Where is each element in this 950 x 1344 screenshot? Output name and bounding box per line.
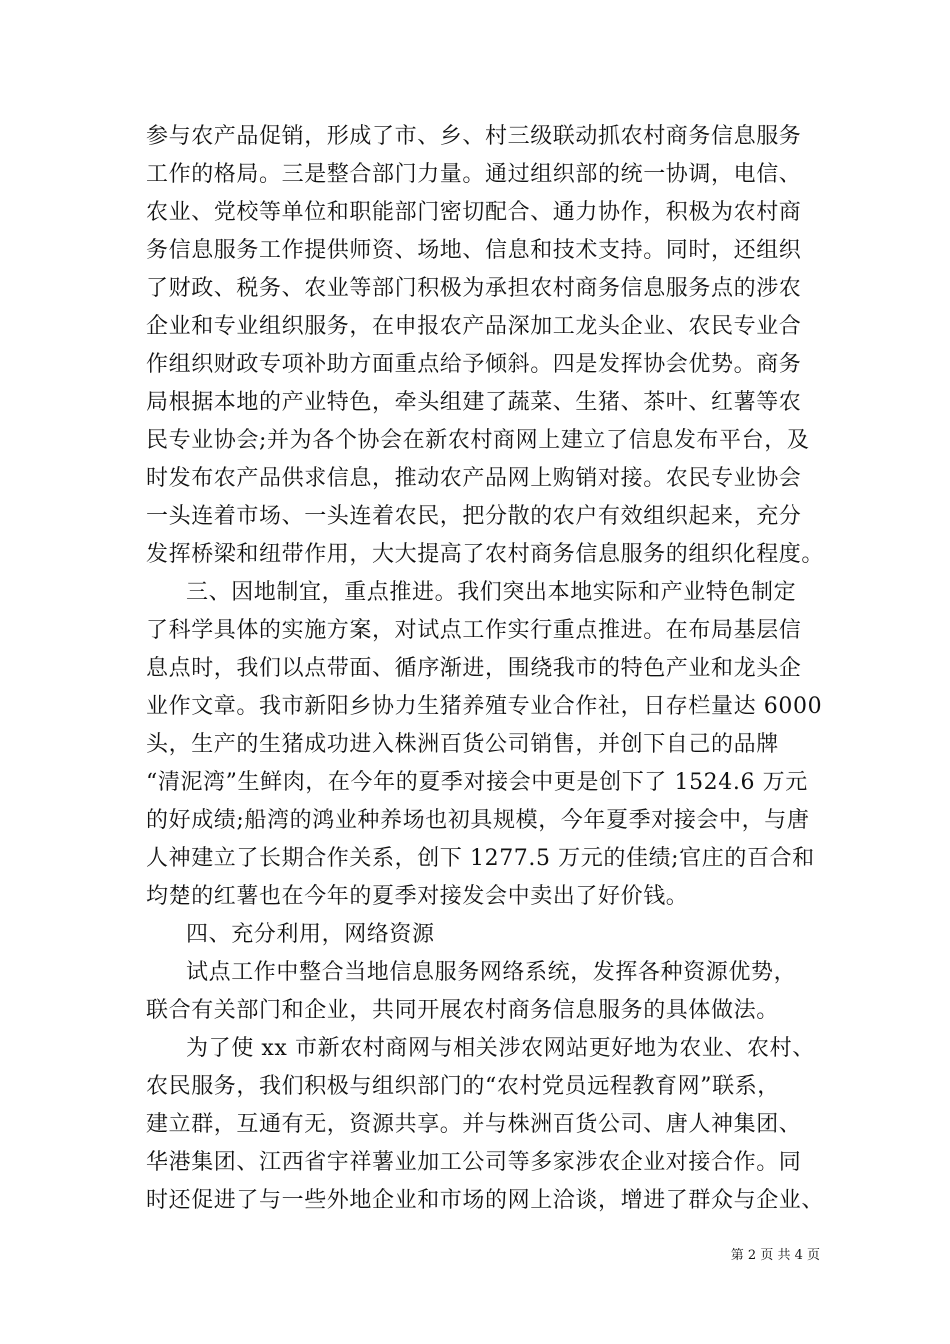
text-line: 作组织财政专项补助方面重点给予倾斜。四是发挥协会优势。商务 xyxy=(146,352,802,377)
text-line: 了科学具体的实施方案，对试点工作实行重点推进。在布局基层信 xyxy=(146,618,802,643)
paragraph xyxy=(146,574,823,916)
text-line: 参与农产品促销，形成了市、乡、村三级联动抓农村商务信息服务 xyxy=(146,124,802,149)
paragraph xyxy=(146,1030,825,1220)
paragraph xyxy=(146,118,825,574)
text-line: 时发布农产品供求信息，推动农产品网上购销对接。农民专业协会 xyxy=(146,466,802,491)
text-line: 建立群，互通有无，资源共享。并与株洲百货公司、唐人神集团、 xyxy=(146,1112,802,1137)
text-line: 息点时，我们以点带面、循序渐进，围绕我市的特色产业和龙头企 xyxy=(146,656,802,681)
text-line: 业作文章。我市新阳乡协力生猪养殖专业合作社，日存栏量达 6000 xyxy=(146,694,823,719)
text-line: 农业、党校等单位和职能部门密切配合、通力协作，积极为农村商 xyxy=(146,200,802,225)
text-line: 工作的格局。三是整合部门力量。通过组织部的统一协调，电信、 xyxy=(146,162,802,187)
text-line: 农民服务，我们积极与组织部门的“农村党员远程教育网”联系， xyxy=(146,1074,780,1099)
page-number-footer: 第 2 页 共 4 页 xyxy=(730,1248,820,1263)
text-line: 局根据本地的产业特色，牵头组建了蔬菜、生猪、茶叶、红薯等农 xyxy=(146,390,802,415)
text-line: 试点工作中整合当地信息服务网络系统，发挥各种资源优势， xyxy=(186,960,797,985)
text-line: 三、因地制宜，重点推进。我们突出本地实际和产业特色制定 xyxy=(186,580,797,605)
text-line: 的好成绩;船湾的鸿业种养场也初具规模，今年夏季对接会中，与唐 xyxy=(146,808,810,833)
document-body xyxy=(146,118,825,1220)
paragraph xyxy=(146,916,818,954)
text-line: 四、充分利用，网络资源 xyxy=(186,922,435,947)
text-line: 人神建立了长期合作关系，创下 1277.5 万元的佳绩;官庄的百合和 xyxy=(146,846,815,871)
text-line: “清泥湾”生鲜肉，在今年的夏季对接会中更是创下了 1524.6 万元 xyxy=(146,770,808,795)
text-line: 联合有关部门和企业，共同开展农村商务信息服务的具体做法。 xyxy=(146,998,779,1023)
text-line: 企业和专业组织服务，在申报农产品深加工龙头企业、农民专业合 xyxy=(146,314,802,339)
text-line: 头，生产的生猪成功进入株洲百货公司销售，并创下自己的品牌 xyxy=(146,732,779,757)
paragraph xyxy=(146,954,818,1030)
text-line: 了财政、税务、农业等部门积极为承担农村商务信息服务点的涉农 xyxy=(146,276,802,301)
text-line: 华港集团、江西省宇祥薯业加工公司等多家涉农企业对接合作。同 xyxy=(146,1150,802,1175)
text-line: 时还促进了与一些外地企业和市场的网上洽谈，增进了群众与企业、 xyxy=(146,1188,825,1213)
text-line: 民专业协会;并为各个协会在新农村商网上建立了信息发布平台，及 xyxy=(146,428,810,453)
text-line: 为了使 xx 市新农村商网与相关涉农网站更好地为农业、农村、 xyxy=(186,1036,815,1061)
text-line: 务信息服务工作提供师资、场地、信息和技术支持。同时，还组织 xyxy=(146,238,802,263)
text-line: 发挥桥梁和纽带作用，大大提高了农村商务信息服务的组织化程度。 xyxy=(146,542,825,567)
text-line: 均楚的红薯也在今年的夏季对接发会中卖出了好价钱。 xyxy=(146,884,689,909)
text-line: 一头连着市场、一头连着农民，把分散的农户有效组织起来，充分 xyxy=(146,504,802,529)
